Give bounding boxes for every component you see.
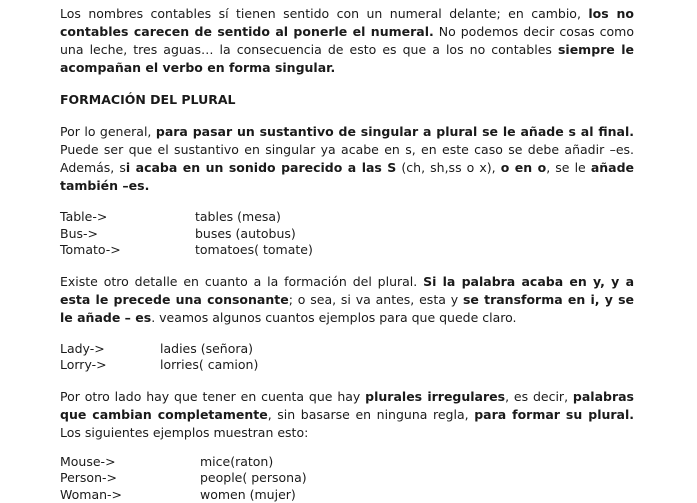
- singular-word: Lorry->: [60, 357, 107, 374]
- bold-text: Si la palabra acaba en y, y a esta le precede una consonante: [60, 274, 634, 307]
- text-run: Los nombres contables sí tienen sentido con un numeral delante; en cambio,: [60, 6, 588, 21]
- text-run: (ch, sh,ss o x),: [396, 160, 500, 175]
- bold-text: palabras que cambian completamente: [60, 389, 634, 422]
- plural-word: tomatoes( tomate): [195, 242, 313, 259]
- document-body: [60, 5, 634, 503]
- text-run: , sin basarse en ninguna regla,: [268, 407, 475, 422]
- example-row: [60, 341, 634, 358]
- text-run: No podemos decir cosas como una leche, tres aguas… la consecuencia de esto es que a los no contables: [60, 24, 634, 57]
- section-heading: FORMACIÓN DEL PLURAL: [60, 91, 634, 109]
- bold-text: para pasar un sustantivo de singular a plural se le añade s al final.: [156, 124, 634, 139]
- bold-text: los no contables carecen de sentido al ponerle el numeral.: [60, 6, 634, 39]
- example-row: [60, 226, 634, 243]
- example-row: [60, 487, 634, 503]
- plural-word: people( persona): [200, 470, 307, 487]
- bold-text: siempre le acompañan el verbo en forma singular.: [60, 42, 634, 75]
- singular-word: Bus->: [60, 226, 98, 243]
- plural-word: mice(raton): [200, 454, 273, 471]
- bold-text: para formar su plural.: [474, 407, 634, 422]
- singular-word: Person->: [60, 470, 117, 487]
- text-run: Puede ser que el sustantivo en singular ya acabe en s, en este caso se debe añadir –es. Además, s: [60, 142, 634, 175]
- example-row: [60, 242, 634, 259]
- bold-text: plurales irregulares: [365, 389, 505, 404]
- text-run: Por otro lado hay que tener en cuenta que hay: [60, 389, 365, 404]
- bold-text: i acaba en un sonido parecido a las S: [126, 160, 396, 175]
- plural-word: women (mujer): [200, 487, 296, 503]
- text-run: . veamos algunos cuantos ejemplos para que quede claro.: [151, 310, 516, 325]
- singular-word: Table->: [60, 209, 107, 226]
- plural-word: tables (mesa): [195, 209, 281, 226]
- example-row: [60, 470, 634, 487]
- example-row: [60, 454, 634, 471]
- example-row: [60, 209, 634, 226]
- paragraph-countable-nouns: [60, 5, 634, 77]
- plural-word: lorries( camion): [160, 357, 258, 374]
- text-run: Los siguientes ejemplos muestran esto:: [60, 425, 308, 440]
- singular-word: Lady->: [60, 341, 105, 358]
- bold-text: o en o: [501, 160, 546, 175]
- bold-text: añade también –es.: [60, 160, 634, 193]
- plural-word: ladies (señora): [160, 341, 253, 358]
- example-row: [60, 357, 634, 374]
- plural-word: buses (autobus): [195, 226, 296, 243]
- text-run: Existe otro detalle en cuanto a la formación del plural.: [60, 274, 423, 289]
- text-run: , se le: [546, 160, 591, 175]
- paragraph-plural-rule: [60, 123, 634, 195]
- singular-word: Tomato->: [60, 242, 121, 259]
- example-list-s-es: [60, 209, 634, 259]
- singular-word: Mouse->: [60, 454, 116, 471]
- paragraph-irregular-plurals: [60, 388, 634, 442]
- bold-text: se transforma en i, y se le añade – es: [60, 292, 634, 325]
- paragraph-y-to-ies: [60, 273, 634, 327]
- singular-word: Woman->: [60, 487, 122, 503]
- example-list-y-ies: [60, 341, 634, 374]
- text-run: Por lo general,: [60, 124, 156, 139]
- example-list-irregular: [60, 454, 634, 503]
- text-run: , es decir,: [505, 389, 573, 404]
- text-run: ; o sea, si va antes, esta y: [289, 292, 463, 307]
